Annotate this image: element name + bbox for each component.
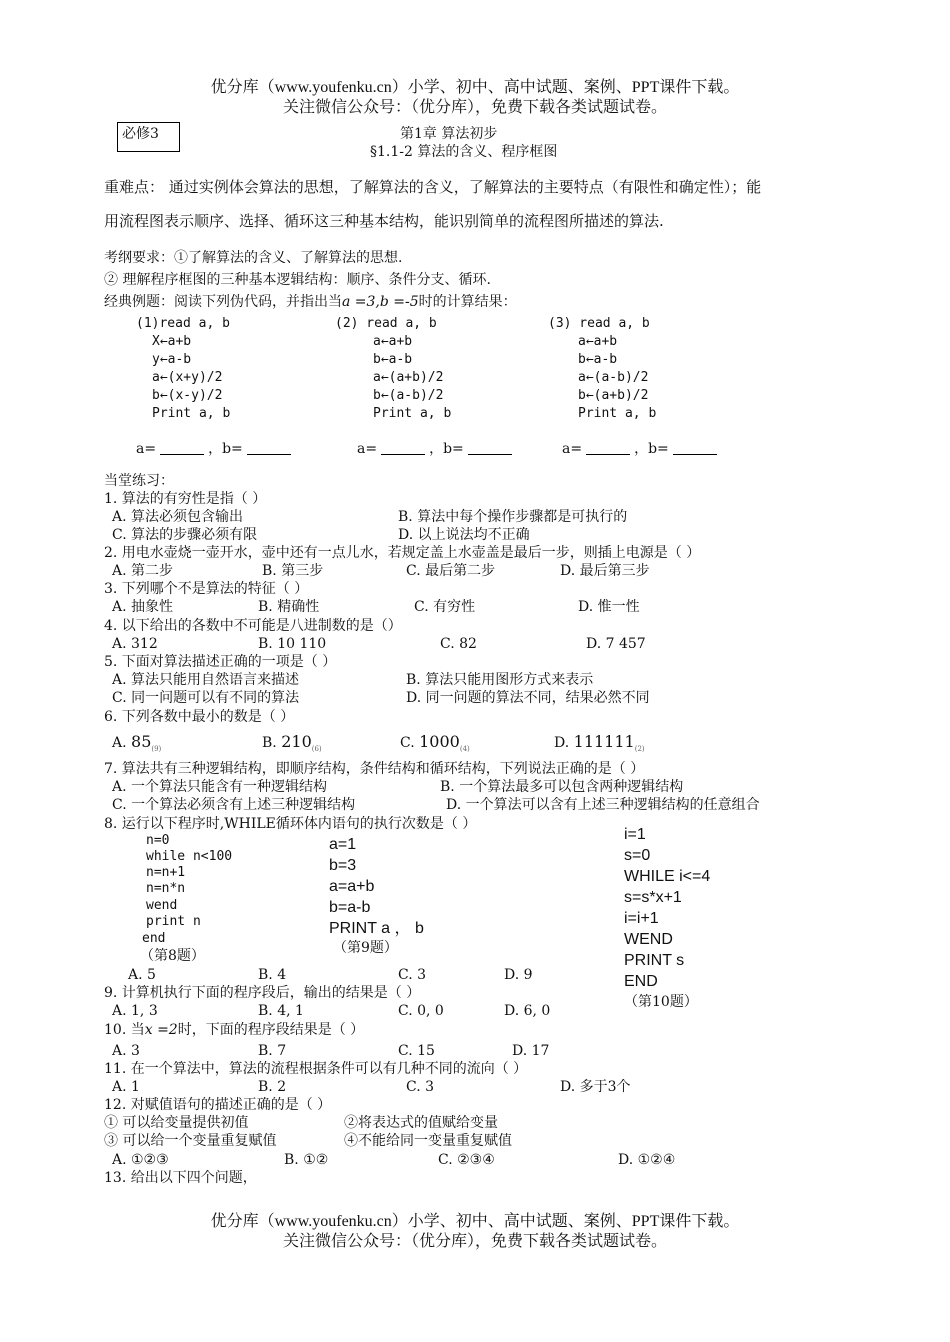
q10-option-a[interactable]: A. 3 (112, 1043, 140, 1059)
q10-option-b[interactable]: B. 7 (258, 1043, 287, 1059)
q12-statement-2: ②将表达式的值赋给变量 (344, 1115, 498, 1131)
q2-option-a[interactable]: A. 第二步 (112, 563, 174, 579)
q1-option-c[interactable]: C. 算法的步骤必须有限 (112, 527, 258, 543)
program-2-line-5: b←(a-b)/2 (373, 388, 444, 403)
answer-row-1 (136, 440, 295, 458)
q12-statement-4: ④不能给同一变量重复赋值 (344, 1133, 512, 1149)
q6-b-base: (6) (311, 745, 322, 753)
program-3-line-3: b←a-b (578, 352, 618, 367)
q10-code-line-8: END (624, 973, 658, 990)
question-3: 3. 下列哪个不是算法的特征（ ） (104, 581, 309, 597)
question-2: 2. 用电水壶烧一壶开水，壶中还有一点儿水，若规定盖上水壶盖是最后一步，则插上电源是（ ） (104, 545, 701, 561)
program-2-line-4: a←(a+b)/2 (373, 370, 444, 385)
q6-option-b[interactable] (262, 733, 322, 758)
program-1-line-2: X←a+b (152, 334, 192, 349)
q8-option-b[interactable]: B. 4 (258, 967, 287, 983)
q1-option-b[interactable]: B. 算法中每个操作步骤都是可执行的 (398, 509, 628, 525)
q3-option-c[interactable]: C. 有穷性 (414, 599, 476, 615)
q6-option-a[interactable] (112, 733, 161, 758)
q9-code-line-1: a=1 (329, 836, 357, 853)
q5-option-b[interactable]: B. 算法只能用图形方式来表示 (406, 672, 594, 688)
q12-statement-3: ③ 可以给一个变量重复赋值 (104, 1133, 277, 1149)
program-2-line-6: Print a, b (373, 406, 452, 421)
question-5: 5. 下面对算法描述正确的一项是（ ） (104, 654, 337, 670)
q9-option-b[interactable]: B. 4, 1 (258, 1003, 304, 1019)
example-prefix: 经典例题：阅读下列伪代码，并指出当 (104, 294, 342, 310)
q8-code-line-2: while n<100 (146, 849, 233, 864)
q3-option-d[interactable]: D. 惟一性 (578, 599, 640, 615)
program-3-line-6: Print a, b (578, 406, 657, 421)
q9-code-line-4: b=a-b (329, 899, 371, 916)
question-10 (104, 1021, 364, 1039)
program-3-line-5: b←(a+b)/2 (578, 388, 649, 403)
answer-a-label: a= (357, 441, 378, 457)
key-points-line-1: 重难点： 通过实例体会算法的思想，了解算法的含义，了解算法的主要特点（有限性和确定性）；能 (104, 178, 762, 196)
q9-code-line-5: PRINT a ， b (329, 920, 424, 937)
key-points-line-2: 用流程图表示顺序、选择、循环这三种基本结构，能识别简单的流程图所描述的算法. (104, 212, 664, 230)
q1-option-d[interactable]: D. 以上说法均不正确 (398, 527, 530, 543)
q10-code-line-5: i=i+1 (624, 910, 659, 927)
q10-prefix: 10. 当 (104, 1022, 145, 1038)
q2-option-c[interactable]: C. 最后第二步 (406, 563, 496, 579)
q11-option-d[interactable]: D. 多于3个 (560, 1079, 631, 1095)
program-2-line-3: b←a-b (373, 352, 413, 367)
q3-option-a[interactable]: A. 抽象性 (112, 599, 174, 615)
question-4: 4. 以下给出的各数中不可能是八进制数的是（） (104, 618, 402, 634)
q4-option-b[interactable]: B. 10 110 (258, 636, 327, 652)
answer-b-blank[interactable] (468, 441, 512, 455)
answer-a-label: a= (136, 441, 157, 457)
footer-line-1: 优分库（www.youfenku.cn）小学、初中、高中试题、案例、PPT课件下载。 (210, 1213, 740, 1230)
q4-option-a[interactable]: A. 312 (112, 636, 158, 652)
q12-statement-1: ① 可以给变量提供初值 (104, 1115, 249, 1131)
program-3-line-4: a←(a-b)/2 (578, 370, 649, 385)
answer-a-blank[interactable] (586, 441, 630, 455)
q10-code-line-6: WEND (624, 931, 673, 948)
q9-code-line-3: a=a+b (329, 878, 375, 895)
q7-option-a[interactable]: A. 一个算法只能含有一种逻辑结构 (112, 779, 328, 795)
q5-option-a[interactable]: A. 算法只能用自然语言来描述 (112, 672, 300, 688)
question-8: 8. 运行以下程序时,WHILE循环体内语句的执行次数是（ ） (104, 816, 477, 832)
q6-d-base: (2) (634, 745, 645, 753)
q8-option-d[interactable]: D. 9 (504, 967, 533, 983)
question-12: 12. 对赋值语句的描述正确的是（ ） (104, 1097, 332, 1113)
example-condition: a =3,b =-5 (342, 294, 419, 310)
answer-b-label: ，b= (634, 441, 669, 457)
question-13: 13. 给出以下四个问题， (104, 1170, 257, 1186)
answer-a-label: a= (562, 441, 583, 457)
example-suffix: 时的计算结果： (418, 294, 517, 310)
program-1-line-4: a←(x+y)/2 (152, 370, 223, 385)
q6-a-base: (9) (151, 745, 162, 753)
q4-option-c[interactable]: C. 82 (440, 636, 477, 652)
q12-option-a[interactable]: A. ①②③ (112, 1152, 169, 1168)
question-11: 11. 在一个算法中，算法的流程根据条件可以有几种不同的流向（ ） (104, 1061, 528, 1077)
program-1-line-6: Print a, b (152, 406, 231, 421)
q7-option-c[interactable]: C. 一个算法必须含有上述三种逻辑结构 (112, 797, 356, 813)
course-label: 必修3 (122, 126, 159, 142)
q1-option-a[interactable]: A. 算法必须包含输出 (112, 509, 244, 525)
q11-option-a[interactable]: A. 1 (112, 1079, 140, 1095)
q6-d-letter: D. (554, 735, 570, 751)
q7-option-d[interactable]: D. 一个算法可以含有上述三种逻辑结构的任意组合 (446, 797, 760, 813)
q8-option-a[interactable]: A. 5 (128, 967, 156, 983)
q9-option-a[interactable]: A. 1, 3 (112, 1003, 158, 1019)
answer-a-blank[interactable] (381, 441, 425, 455)
q8-code-line-3: n=n+1 (146, 865, 186, 880)
q10-option-d[interactable]: D. 17 (512, 1043, 550, 1059)
program-2-line-2: a←a+b (373, 334, 413, 349)
q6-a-number: 85 (131, 732, 152, 751)
program-2-line-1: (2) read a, b (335, 316, 437, 331)
q6-c-number: 1000 (419, 732, 460, 751)
q6-a-letter: A. (112, 735, 127, 751)
q9-option-d[interactable]: D. 6, 0 (504, 1003, 551, 1019)
answer-a-blank[interactable] (160, 441, 204, 455)
q6-option-d[interactable] (554, 733, 645, 758)
q8-code-line-4: n=n*n (146, 881, 186, 896)
syllabus-line-1: 考纲要求：①了解算法的含义、了解算法的思想. (104, 250, 403, 266)
q8-code-line-7: end (142, 931, 166, 946)
answer-b-blank[interactable] (673, 441, 717, 455)
q8-code-line-6: print n (146, 914, 201, 929)
q6-b-letter: B. (262, 735, 277, 751)
q2-option-b[interactable]: B. 第三步 (262, 563, 324, 579)
q6-b-number: 210 (281, 732, 312, 751)
syllabus-line-2: ② 理解程序框图的三种基本逻辑结构：顺序、条件分支、循环. (104, 272, 491, 288)
q2-option-d[interactable]: D. 最后第三步 (560, 563, 650, 579)
q6-c-letter: C. (400, 735, 415, 751)
q8-code-line-1: n=0 (146, 833, 170, 848)
q4-option-d[interactable]: D. 7 457 (586, 636, 646, 652)
q11-option-c[interactable]: C. 3 (406, 1079, 435, 1095)
q6-d-number: 111111 (573, 732, 635, 751)
q10-code-line-3: WHILE i<=4 (624, 868, 711, 885)
q10-code-line-7: PRINT s (624, 952, 685, 969)
q10-code-line-1: i=1 (624, 826, 646, 843)
header-line-1: 优分库（www.youfenku.cn）小学、初中、高中试题、案例、PPT课件下载。 (210, 79, 740, 96)
program-1-line-1: (1)read a, b (136, 316, 230, 331)
example-prompt (104, 293, 517, 311)
program-1-line-5: b←(x-y)/2 (152, 388, 223, 403)
q10-option-c[interactable]: C. 15 (398, 1043, 435, 1059)
q8-option-c[interactable]: C. 3 (398, 967, 427, 983)
q8-label: （第8题） (140, 948, 205, 964)
question-9: 9. 计算机执行下面的程序段后，输出的结果是（ ） (104, 985, 421, 1001)
program-3-line-2: a←a+b (578, 334, 618, 349)
footer-line-2: 关注微信公众号：（优分库），免费下载各类试题试卷。 (282, 1233, 667, 1250)
q9-option-c[interactable]: C. 0, 0 (398, 1003, 444, 1019)
q10-condition: x =2 (144, 1022, 178, 1038)
answer-row-2 (357, 440, 516, 458)
q7-option-b[interactable]: B. 一个算法最多可以包含两种逻辑结构 (440, 779, 684, 795)
q8-code-line-5: wend (146, 898, 178, 913)
answer-b-blank[interactable] (247, 441, 291, 455)
q12-option-b[interactable]: B. ①② (284, 1152, 329, 1168)
q10-code-line-4: s=s*x+1 (624, 889, 682, 906)
q12-option-d[interactable]: D. ①②④ (618, 1152, 676, 1168)
answer-row-3 (562, 440, 721, 458)
q5-option-d[interactable]: D. 同一问题的算法不同，结果必然不同 (406, 690, 650, 706)
program-3-line-1: (3) read a, b (548, 316, 650, 331)
question-7: 7. 算法共有三种逻辑结构，即顺序结构，条件结构和循环结构，下列说法正确的是（ ） (104, 761, 645, 777)
q9-label: （第9题） (333, 940, 398, 956)
q6-c-base: (4) (459, 745, 470, 753)
q10-suffix: 时，下面的程序段结果是（ ） (177, 1022, 365, 1038)
practice-title: 当堂练习： (104, 473, 174, 489)
chapter-title: 第1章 算法初步 (400, 126, 498, 142)
q3-option-b[interactable]: B. 精确性 (258, 599, 320, 615)
q10-code-line-2: s=0 (624, 847, 651, 864)
question-6: 6. 下列各数中最小的数是（ ） (104, 709, 295, 725)
q10-label: （第10题） (624, 994, 698, 1010)
q11-option-b[interactable]: B. 2 (258, 1079, 287, 1095)
q9-code-line-2: b=3 (329, 857, 357, 874)
section-title: §1.1-2 算法的含义、程序框图 (370, 144, 558, 160)
question-1: 1. 算法的有穷性是指（ ） (104, 491, 267, 507)
q6-option-c[interactable] (400, 733, 470, 758)
answer-b-label: ，b= (208, 441, 243, 457)
q12-option-c[interactable]: C. ②③④ (438, 1152, 495, 1168)
header-line-2: 关注微信公众号：（优分库），免费下载各类试题试卷。 (282, 99, 667, 116)
answer-b-label: ，b= (429, 441, 464, 457)
program-1-line-3: y←a-b (152, 352, 192, 367)
q5-option-c[interactable]: C. 同一问题可以有不同的算法 (112, 690, 300, 706)
